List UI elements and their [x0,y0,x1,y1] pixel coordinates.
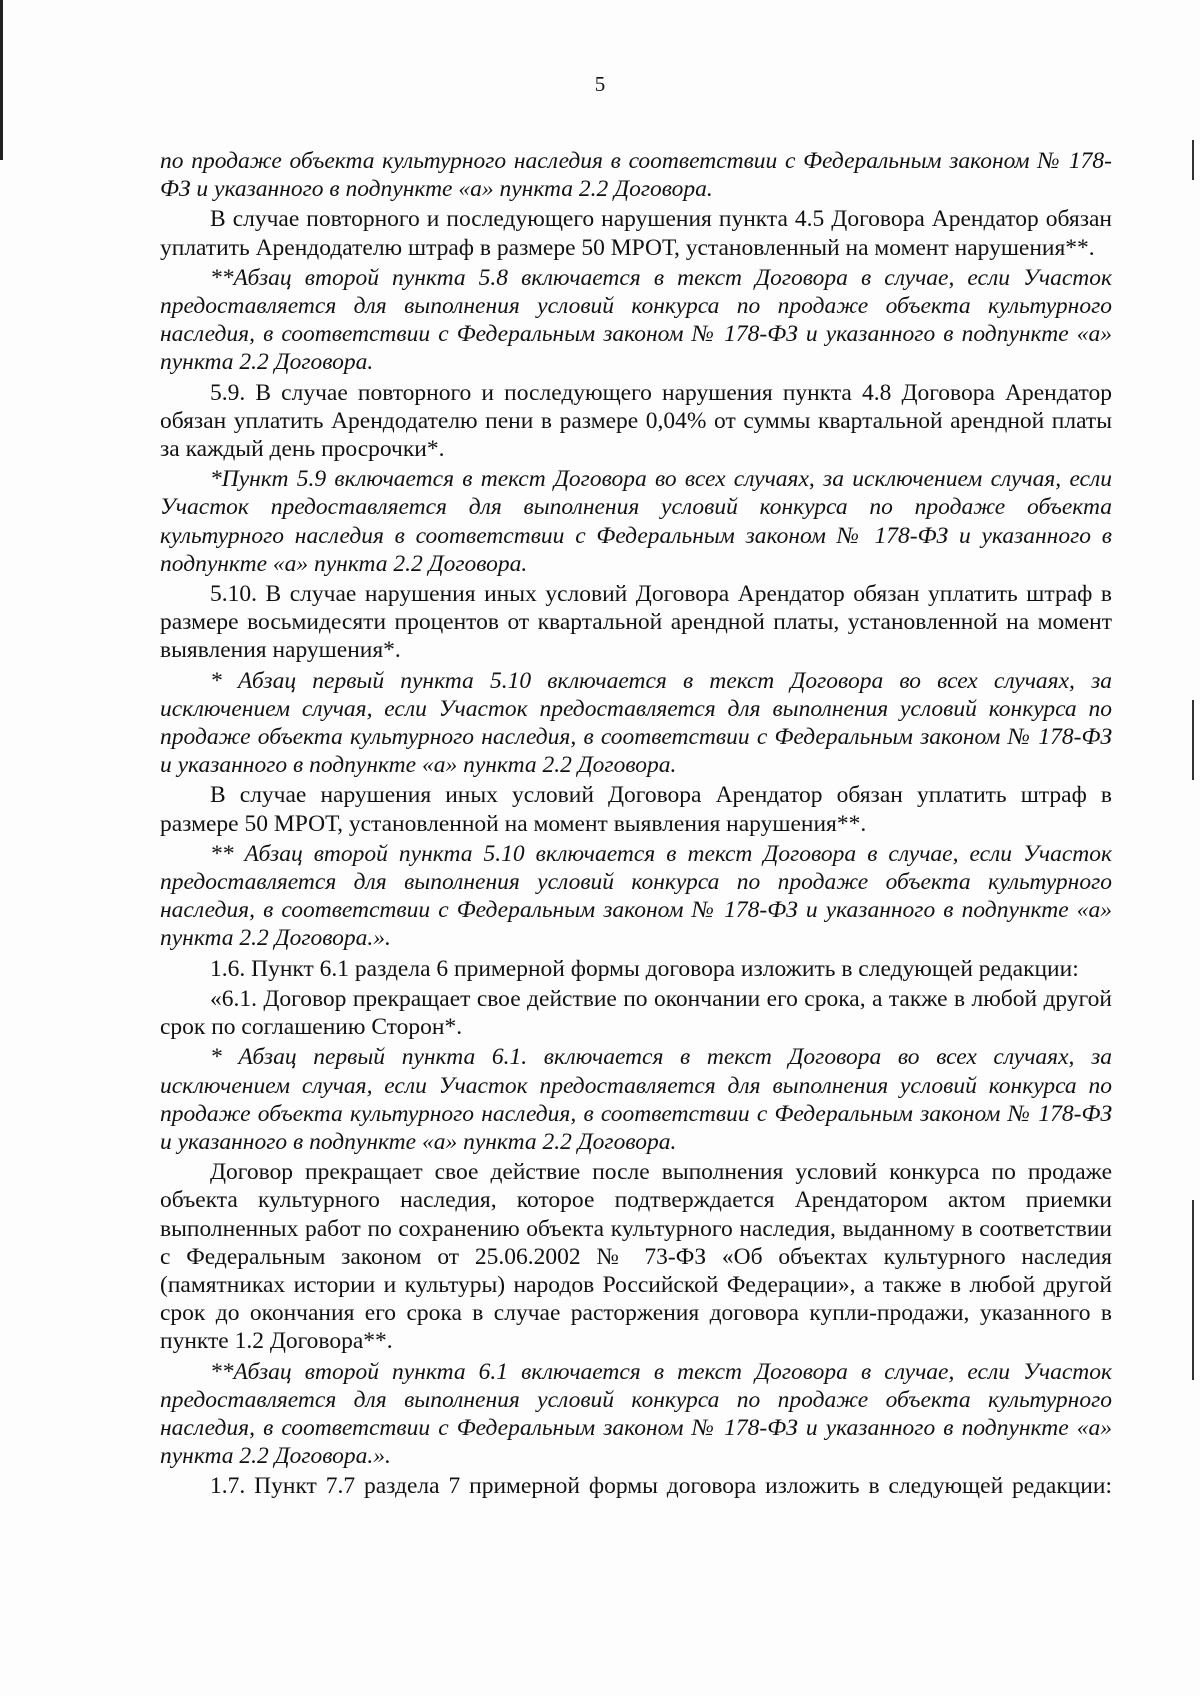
paragraph: Договор прекращает свое действие после выполнения условий конкурса по продаже объекта культурного наследия, которое подтверждается Арендатором актом приемки выполненных работ по сохранению объекта культурного наследия, выданному в соответствии с Федеральным законом от 25.06.2002 № 73-ФЗ «Об объектах культурного наследия (памятниках истории и культуры) народов Российской Федерации», а также в любой другой срок до окончания его срока в случае расторжения договора купли-продажи, указанного в пункте 1.2 Договора**. [160,1159,1112,1355]
scan-edge-right [1192,140,1194,180]
paragraph: *Пункт 5.9 включается в текст Договора во всех случаях, за исключением случая, если Участок предоставляется для выполнения условий конкурса по продаже объекта культурного наследия в соответствии с Федеральным законом № 178-ФЗ и указанного в подпункте «а» пункта 2.2 Договора. [160,466,1112,577]
paragraph: * Абзац первый пункта 5.10 включается в текст Договора во всех случаях, за исключением случая, если Участок предоставляется для выполнения условий конкурса по продаже объекта культурного наследия, в соответствии с Федеральным законом № 178-ФЗ и указанного в подпункте «а» пункта 2.2 Договора. [160,667,1112,779]
paragraph: В случае повторного и последующего нарушения пункта 4.5 Договора Арендатор обязан уплатить Арендодателю штраф в размере 50 МРОТ, установленный на момент нарушения**. [160,206,1112,261]
paragraph: по продаже объекта культурного наследия в соответствии с Федеральным законом № 178-ФЗ и указанного в подпункте «а» пункта 2.2 Договора. [160,148,1112,203]
paragraph: 5.9. В случае повторного и последующего нарушения пункта 4.8 Договора Арендатор обязан уплатить Арендодателю пени в размере 0,04% от суммы квартальной арендной платы за каждый день просрочки*. [160,379,1112,463]
paragraph: 1.7. Пункт 7.7 раздела 7 примерной формы договора изложить в следующей редакции: [210,1473,1112,1500]
page-number: 5 [594,72,606,96]
paragraph: * Абзац первый пункта 6.1. включается в текст Договора во всех случаях, за исключением случая, если Участок предоставляется для выполнения условий конкурса по продаже объекта культурного наследия, в соответствии с Федеральным законом № 178-ФЗ и указанного в подпункте «а» пункта 2.2 Договора. [160,1044,1112,1155]
document-body [160,147,1112,1503]
scan-edge-right [1192,700,1194,780]
paragraph: 5.10. В случае нарушения иных условий Договора Арендатор обязан уплатить штраф в размере восьмидесяти процентов от квартальной арендной платы, установленной на момент выявления нарушения*. [160,581,1112,664]
paragraph: **Абзац второй пункта 5.8 включается в текст Договора в случае, если Участок предоставляется для выполнения условий конкурса по продаже объекта культурного наследия, в соответствии с Федеральным законом № 178-ФЗ и указанного в подпункте «а» пункта 2.2 Договора. [160,264,1112,376]
paragraph: 1.6. Пункт 6.1 раздела 6 примерной формы договора изложить в следующей редакции: [210,955,1079,982]
paragraph: В случае нарушения иных условий Договора Арендатор обязан уплатить штраф в размере 50 МРОТ, установленной на момент выявления нарушения**. [160,782,1112,837]
paragraph: «6.1. Договор прекращает свое действие по окончании его срока, а также в любой другой срок по соглашению Сторон*. [160,985,1112,1041]
paragraph: ** Абзац второй пункта 5.10 включается в текст Договора в случае, если Участок предоставляется для выполнения условий конкурса по продаже объекта культурного наследия, в соответствии с Федеральным законом № 178-ФЗ и указанного в подпункте «а» пункта 2.2 Договора.». [160,840,1112,952]
scan-edge-right [1192,1200,1194,1380]
paragraph: **Абзац второй пункта 6.1 включается в текст Договора в случае, если Участок предоставляется для выполнения условий конкурса по продаже объекта культурного наследия, в соответствии с Федеральным законом № 178-ФЗ и указанного в подпункте «а» пункта 2.2 Договора.». [160,1358,1112,1470]
